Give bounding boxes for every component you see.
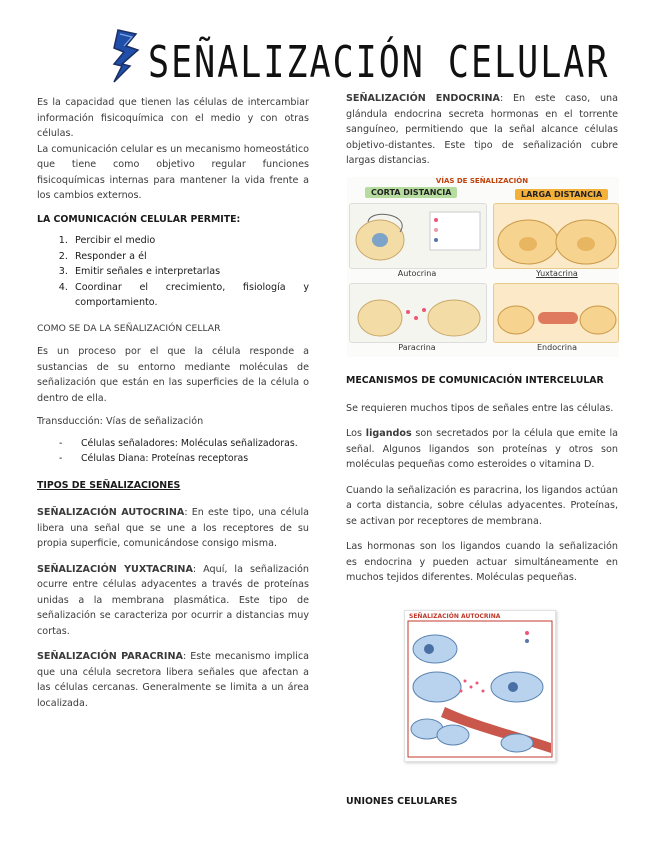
endocrine-cell-diagram — [494, 284, 618, 342]
transduccion-line: Transducción: Vías de señalización — [37, 416, 204, 427]
autocrine-signaling-figure — [404, 610, 556, 762]
list-item: - Células señaladores: Moléculas señalizadoras. — [59, 436, 309, 451]
permite-heading: LA COMUNICACIÓN CELULAR PERMITE: — [37, 213, 241, 225]
list-item: - Células Diana: Proteínas receptoras — [59, 451, 309, 466]
list-item: 3. Emitir señales e interpretarlas — [71, 264, 309, 280]
title-block — [108, 20, 610, 92]
endocrina-paragraph — [346, 91, 618, 169]
autocrina-panel — [349, 203, 487, 269]
lightning-bolt-icon — [108, 26, 148, 86]
autocrina-caption: Autocrina — [397, 269, 437, 278]
paracrina-paragraph — [37, 649, 309, 711]
paracrina-label: SEÑALIZACIÓN PARACRINA — [37, 651, 183, 662]
mecanismos-heading: MECANISMOS DE COMUNICACIÓN INTERCELULAR — [346, 375, 604, 386]
yuxtacrina-caption: Yuxtacrina — [536, 269, 578, 278]
endocrina-text: : En este caso, una glándula endocrina secreta hormonas en el torrente sanguíneo, permitiendo que la señal alcance células objetivo-distantes. Este tipo de señalización cubre largas distancias. — [346, 93, 618, 166]
mecanismos-paracrina: Cuando la señalización es paracrina, los ligandos actúan a corta distancia, sobre células adyacentes. Proteínas, se activan por receptores de membrana. — [346, 484, 618, 527]
mecanismos-line-1: Se requieren muchos tipos de señales entre las células. — [346, 402, 614, 414]
intro-paragraph-2: La comunicación celular es un mecanismo homeostático que tiene como objetivo regular funciones fisicoquímicas internas para mantener la vida frente a los cambios externos. — [37, 143, 309, 201]
endocrina-panel — [493, 283, 619, 343]
como-heading: COMO SE DA LA SEÑALIZACIÓN CELLAR — [37, 322, 221, 334]
left-column — [37, 95, 309, 711]
autocrina-paragraph — [37, 505, 309, 552]
ligandos-bold: ligandos — [365, 428, 412, 439]
endocrina-caption: Endocrina — [537, 343, 577, 352]
juxtacrine-cell-diagram — [494, 204, 618, 268]
page-title: SEÑALIZACIÓN CELULAR — [148, 38, 610, 88]
ligandos-text: son secretados por la célula que emite la señal. Algunos ligandos son proteínas y otros son moléculas pequeñas como esteroides o vitamina D. — [346, 428, 618, 470]
uniones-heading: UNIONES CELULARES — [346, 796, 458, 807]
right-column-mechanisms — [346, 373, 618, 586]
autocrine-cell-diagram — [350, 204, 486, 268]
autocrina-text: : En este tipo, una célula libera una señal que se une a los receptores de su propia superficie, comunicándose consigo misma. — [37, 507, 310, 549]
yuxtacrina-text: : Aquí, la señalización ocurre entre células adyacentes a través de proteínas unidas a la membrana plasmática. Este tipo de señalización se caracteriza por ocurrir a distancias muy cortas. — [37, 563, 309, 637]
list-item: 4. Coordinar el crecimiento, fisiología y comportamiento. — [71, 280, 309, 311]
figure-header: VÍAS DE SEÑALIZACIÓN — [435, 177, 529, 185]
celulas-list — [37, 436, 309, 466]
ligandos-prefix: Los — [346, 428, 366, 439]
intro-paragraph: Es la capacidad que tienen las células de intercambiar información fisicoquímica con el medio y con otras células. — [37, 97, 309, 139]
list-item: 2. Responder a él — [71, 249, 309, 265]
paracrine-cell-diagram — [350, 284, 486, 342]
paracrina-panel — [349, 283, 487, 343]
endocrina-label: SEÑALIZACIÓN ENDOCRINA — [346, 93, 500, 104]
list-item: 1. Percibir el medio — [71, 233, 309, 249]
right-column-top — [346, 91, 618, 169]
mecanismos-ligandos — [346, 426, 618, 473]
corta-distancia-tag: CORTA DISTANCIA — [365, 187, 457, 198]
yuxtacrina-label: SEÑALIZACIÓN YUXTACRINA — [37, 563, 193, 575]
autocrine-signaling-diagram — [405, 611, 555, 761]
yuxtacrina-paragraph — [37, 562, 309, 640]
mecanismos-hormonas: Las hormonas son los ligandos cuando la señalización es endocrina y pueden actuar simultáneamente en muchos tejidos diferentes. Moléculas pequeñas. — [346, 541, 618, 583]
permite-list — [37, 233, 309, 311]
paracrina-caption: Paracrina — [398, 343, 436, 352]
paracrina-text: : Este mecanismo implica que una célula secretora libera señales que afectan a las células cercanas. Generalmente se limita a un área localizada. — [37, 651, 309, 709]
figure2-header: SEÑALIZACIÓN AUTOCRINA — [409, 613, 501, 620]
signaling-pathways-figure — [347, 177, 619, 357]
larga-distancia-tag: LARGA DISTANCIA — [515, 189, 608, 200]
yuxtacrina-panel — [493, 203, 619, 269]
proceso-paragraph: Es un proceso por el que la célula responde a sustancias de su entorno mediante moléculas de señalización que están en las superficies de la célula o dentro de ella. — [37, 346, 309, 404]
autocrina-label: SEÑALIZACIÓN AUTOCRINA — [37, 507, 185, 518]
tipos-heading: TIPOS DE SEÑALIZACIONES — [37, 479, 181, 491]
